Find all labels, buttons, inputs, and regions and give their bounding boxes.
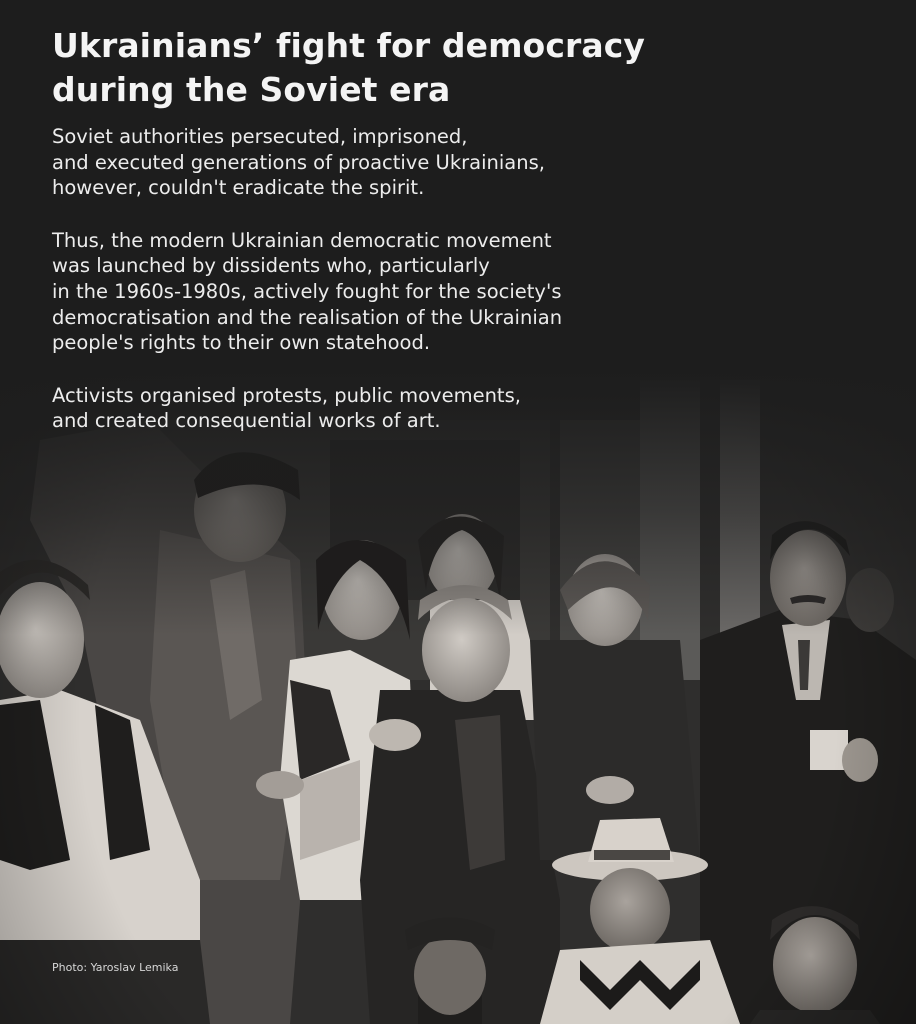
- photo-credit: Photo: Yaroslav Lemika: [52, 961, 179, 974]
- page-title: [52, 24, 832, 112]
- paragraph-line: however, couldn't eradicate the spirit.: [52, 176, 425, 200]
- text-block: [52, 24, 832, 434]
- paragraph-line: was launched by dissidents who, particularly: [52, 254, 490, 278]
- title-line: Ukrainians’ fight for democracy: [52, 26, 646, 65]
- paragraph-line: people's rights to their own statehood.: [52, 331, 431, 355]
- paragraph-activists: [52, 383, 832, 434]
- paragraph-line: Thus, the modern Ukrainian democratic movement: [52, 228, 552, 252]
- title-line: during the Soviet era: [52, 70, 451, 109]
- paragraph-line: and executed generations of proactive Ukrainians,: [52, 150, 545, 174]
- paragraph-line: Soviet authorities persecuted, imprisoned,: [52, 125, 468, 148]
- paragraph-line: Activists organised protests, public movements,: [52, 383, 521, 407]
- paragraph-line: democratisation and the realisation of the Ukrainian: [52, 305, 563, 329]
- paragraph-persecution: [52, 124, 832, 201]
- paragraph-line: in the 1960s-1980s, actively fought for the society's: [52, 279, 562, 303]
- paragraph-line: and created consequential works of art.: [52, 409, 441, 433]
- paragraph-dissidents: [52, 228, 832, 356]
